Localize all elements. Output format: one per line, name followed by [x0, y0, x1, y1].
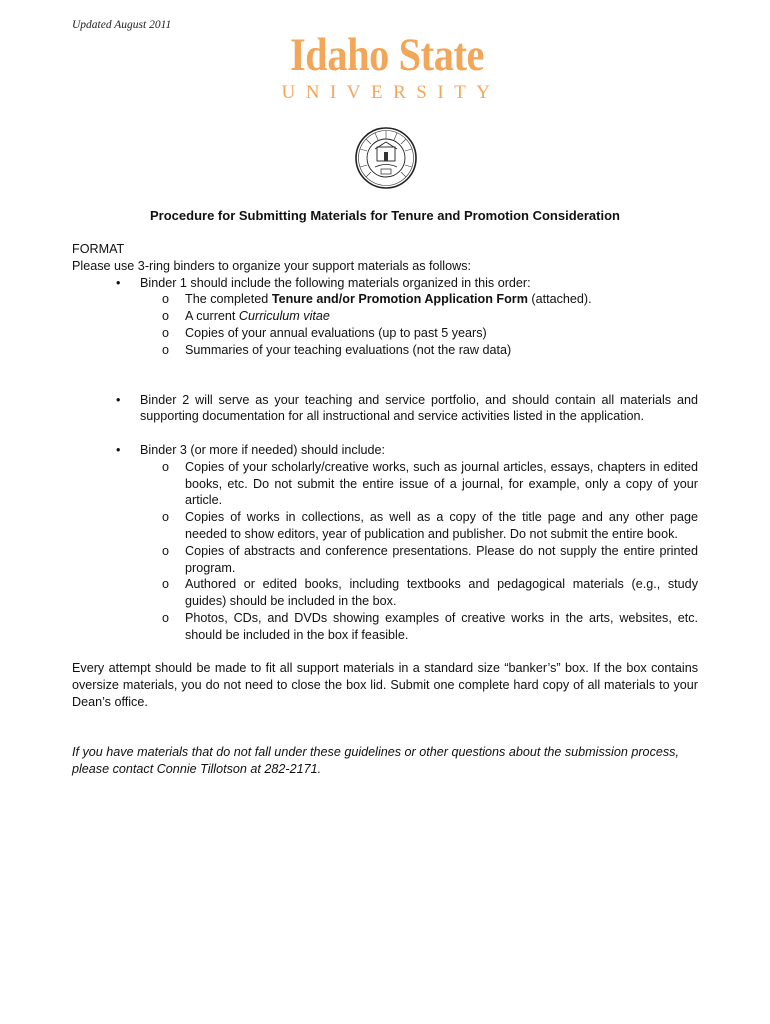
- contact-paragraph: [72, 744, 698, 778]
- sub-marker: o: [162, 510, 170, 525]
- document-body: [72, 241, 698, 777]
- binder-1-subitem: [72, 308, 698, 325]
- sub-marker: o: [162, 309, 170, 324]
- binder-3-subitem-text: Copies of works in collections, as well as a copy of the title page and any other page needed to show editors, year of publication and publisher. Do not submit the entire book.: [185, 510, 698, 541]
- sub-marker: o: [162, 325, 170, 340]
- university-seal-icon: [355, 127, 417, 189]
- sub-marker: o: [162, 459, 170, 474]
- binder-1-subitem: [72, 342, 698, 359]
- updated-date: Updated August 2011: [72, 19, 172, 31]
- binder-3-text: Binder 3 (or more if needed) should include:: [140, 442, 386, 457]
- teaching-evaluations-text: Summaries of your teaching evaluations (not the raw data): [185, 342, 512, 357]
- binder-3-subitem: [72, 543, 698, 577]
- closing-paragraph: Every attempt should be made to fit all support materials in a standard size “banker’s” box. If the box contains oversize materials, you do not need to close the box lid. Submit one complete hard copy of all materials to your Dean’s office.: [72, 661, 698, 709]
- university-logo: [262, 30, 512, 104]
- binder-3-subitem: [72, 459, 698, 509]
- binder-2-text: Binder 2 will serve as your teaching and service portfolio, and should contain all materials and supporting documentation for all instructional and service activities listed in the application.: [140, 392, 698, 424]
- binder-3-item: [72, 442, 698, 459]
- binder-2-item: [72, 392, 698, 426]
- annual-evaluations-text: Copies of your annual evaluations (up to past 5 years): [185, 325, 487, 340]
- page-title: Procedure for Submitting Materials for Tenure and Promotion Consideration: [150, 208, 620, 223]
- sub-marker: o: [162, 342, 170, 357]
- binder-1-subitem: [72, 325, 698, 342]
- binder-3-subitem: [72, 576, 698, 610]
- contact-text: If you have materials that do not fall under these guidelines or other questions about the submission process, please contact Connie Tillotson at 282-2171.: [72, 744, 679, 776]
- binder-3-subitem-text: Copies of abstracts and conference presentations. Please do not supply the entire printed program.: [185, 543, 698, 575]
- bullet-marker: •: [116, 442, 121, 457]
- application-form-prefix: The completed: [185, 292, 272, 307]
- bullet-marker: •: [116, 392, 121, 407]
- binder-3-subitem: [72, 610, 698, 644]
- logo-wordmark: Idaho State: [289, 29, 485, 81]
- logo-subtitle: UNIVERSITY: [281, 82, 501, 103]
- binder-1-text: Binder 1 should include the following materials organized in this order:: [140, 275, 531, 290]
- binder-3-subitem-text: Copies of your scholarly/creative works, such as journal articles, essays, chapters in edited books, etc. Do not submit the entire issue of a journal, for example, only a copy of your article.: [185, 459, 698, 508]
- application-form-name: Tenure and/or Promotion Application Form: [271, 292, 528, 307]
- sub-marker: o: [162, 577, 170, 592]
- cv-name: Curriculum vitae: [238, 309, 330, 324]
- sub-marker: o: [162, 292, 170, 307]
- binder-3-subitem-text: Authored or edited books, including textbooks and pedagogical materials (e.g., study guides) should be included in the box.: [185, 577, 698, 609]
- application-form-suffix: (attached).: [527, 292, 592, 307]
- binder-1-subitem: [72, 291, 698, 308]
- binder-1-item: [72, 275, 698, 292]
- binder-3-subitem-text: Photos, CDs, and DVDs showing examples of creative works in the arts, websites, etc. should be included in the box if feasible.: [185, 610, 698, 642]
- format-heading: FORMAT: [72, 242, 125, 256]
- cv-prefix: A current: [185, 309, 239, 324]
- intro-text: Please use 3-ring binders to organize your support materials as follows:: [72, 258, 472, 273]
- sub-marker: o: [162, 610, 170, 625]
- bullet-marker: •: [116, 275, 121, 290]
- binder-3-subitem: [72, 509, 698, 543]
- sub-marker: o: [162, 543, 170, 558]
